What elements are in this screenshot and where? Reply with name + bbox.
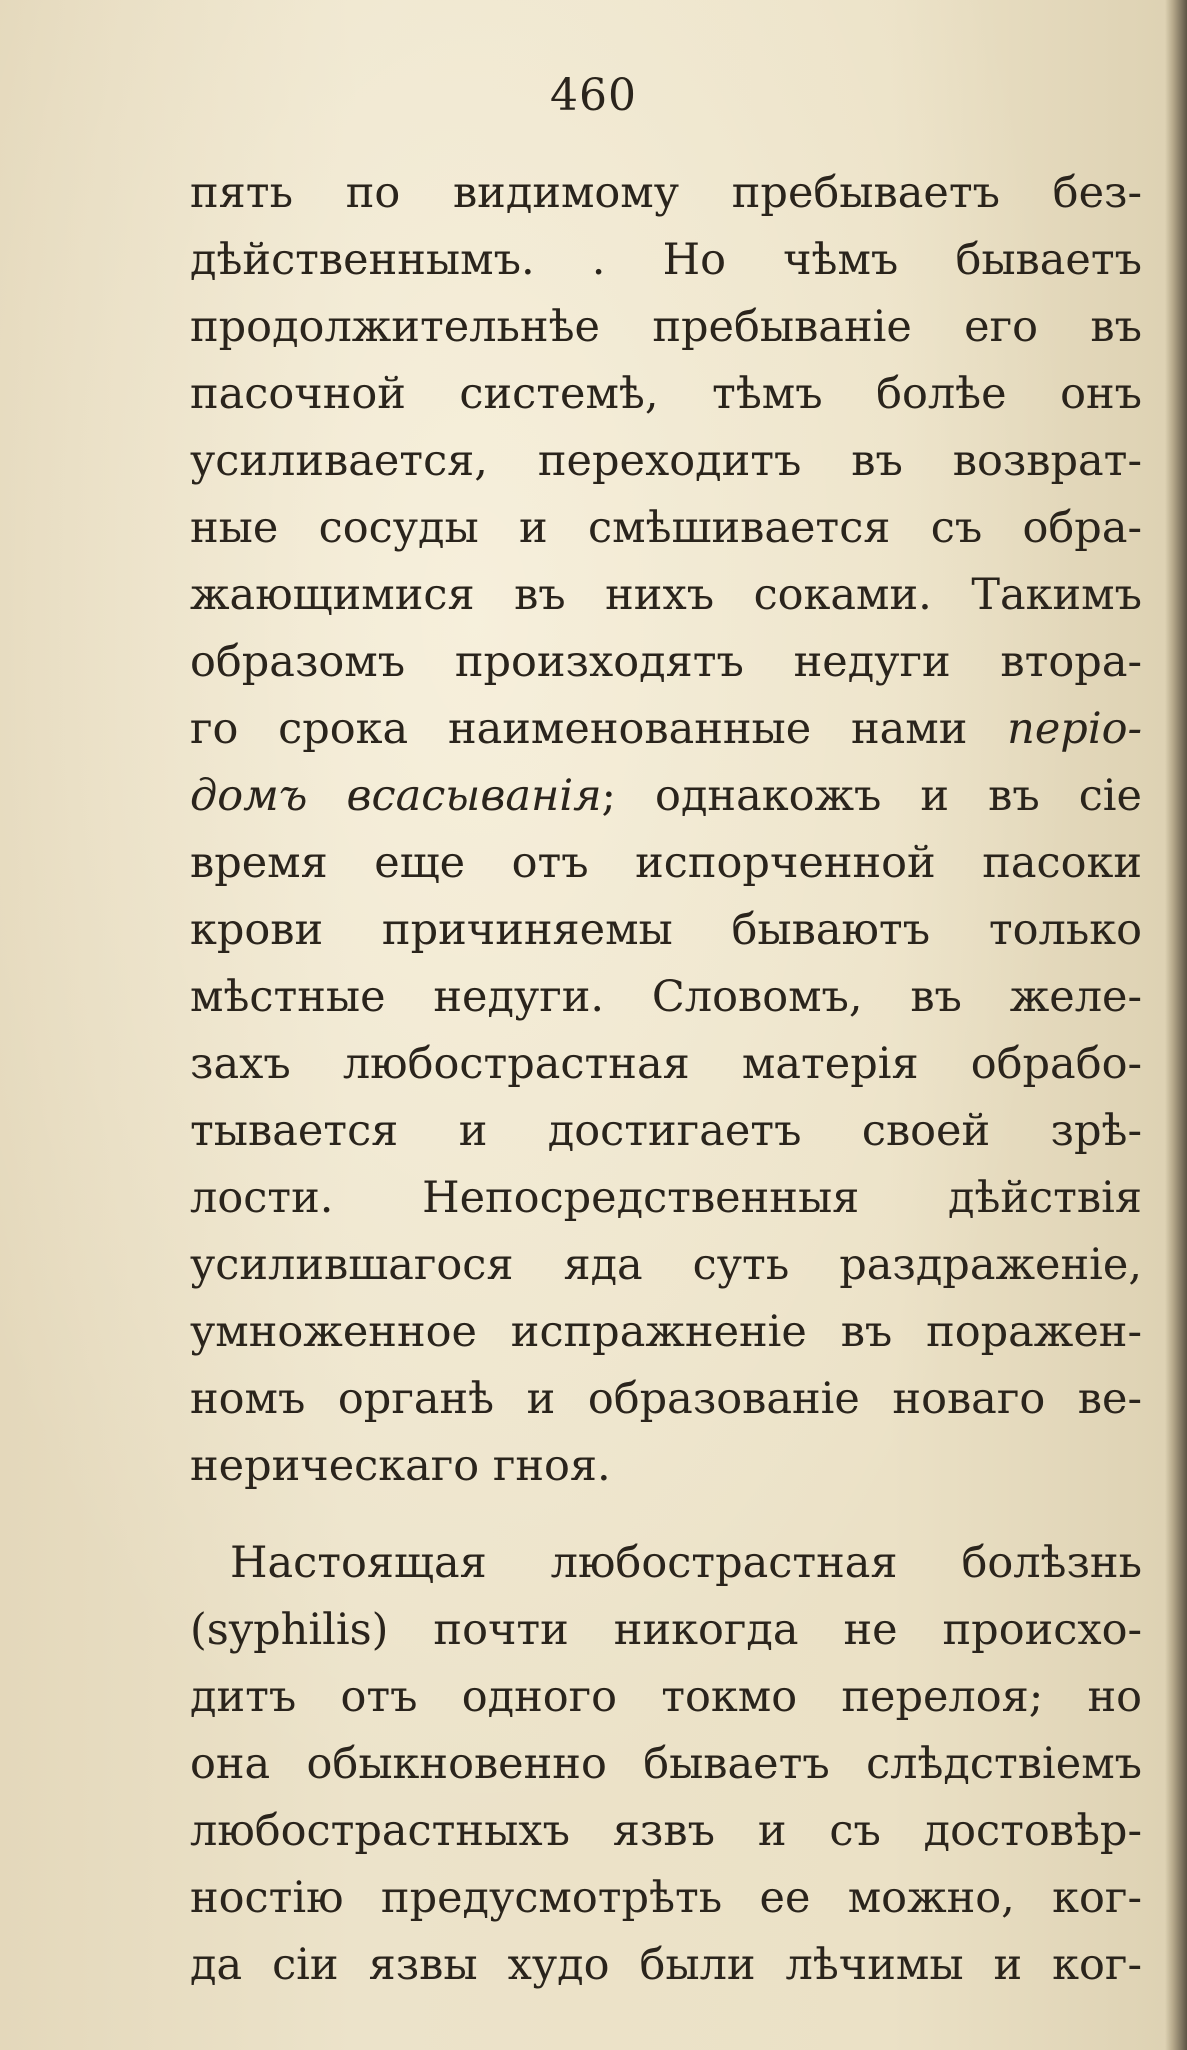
text-line-mixed	[190, 763, 1142, 830]
text-line: умноженное испражненіе въ поражен-	[190, 1307, 1142, 1357]
text-line: да сіи язвы худо были лѣчимы и ког-	[190, 1940, 1142, 1990]
text-line: (syphilis) почти никогда не происхо-	[190, 1605, 1142, 1655]
text-line: образомъ произходятъ недуги втора-	[190, 637, 1142, 687]
text-line-mixed	[190, 696, 1142, 763]
text-line: лости. Непосредственныя дѣйствія	[190, 1173, 1142, 1223]
paragraph-gap	[190, 1500, 1142, 1530]
text-segment: ; однакожъ и въ сіе	[601, 771, 1142, 821]
body-text	[190, 160, 1142, 1999]
page-number: 460	[550, 70, 637, 121]
text-line: продолжительнѣе пребываніе его въ	[190, 302, 1142, 352]
text-line: усилившагося яда суть раздраженіе,	[190, 1240, 1142, 1290]
text-line: дѣйственнымъ. . Но чѣмъ бываетъ	[190, 235, 1142, 285]
text-line: жающимися въ нихъ соками. Такимъ	[190, 570, 1142, 620]
text-line: любострастныхъ язвъ и съ достовѣр-	[190, 1806, 1142, 1856]
text-segment: го срока наименованные нами	[190, 704, 968, 754]
text-line: нерическаго гноя.	[190, 1441, 611, 1491]
text-line: мѣстные недуги. Словомъ, въ желе-	[190, 972, 1142, 1022]
text-line: пасочной системѣ, тѣмъ болѣе онъ	[190, 369, 1142, 419]
text-line: ностію предусмотрѣть ее можно, ког-	[190, 1873, 1142, 1923]
text-line: тывается и достигаетъ своей зрѣ-	[190, 1106, 1142, 1156]
italic-term: періо-	[1007, 704, 1142, 754]
text-line: захъ любострастная матерія обрабо-	[190, 1039, 1142, 1089]
text-line: дитъ отъ одного токмо перелоя; но	[190, 1672, 1142, 1722]
text-line: крови причиняемы бываютъ только	[190, 905, 1142, 955]
page-edge-shadow	[1165, 0, 1187, 2050]
text-line: Настоящая любострастная болѣзнь	[230, 1538, 1142, 1588]
text-line: ные сосуды и смѣшивается съ обра-	[190, 503, 1142, 553]
italic-term: домъ всасыванія	[190, 771, 602, 821]
text-line: время еще отъ испорченной пасоки	[190, 838, 1142, 888]
text-line: номъ органѣ и образованіе новаго ве-	[190, 1374, 1142, 1424]
text-line: усиливается, переходитъ въ возврат-	[190, 436, 1142, 486]
text-line: пять по видимому пребываетъ без-	[190, 168, 1142, 218]
text-line: она обыкновенно бываетъ слѣдствіемъ	[190, 1739, 1142, 1789]
